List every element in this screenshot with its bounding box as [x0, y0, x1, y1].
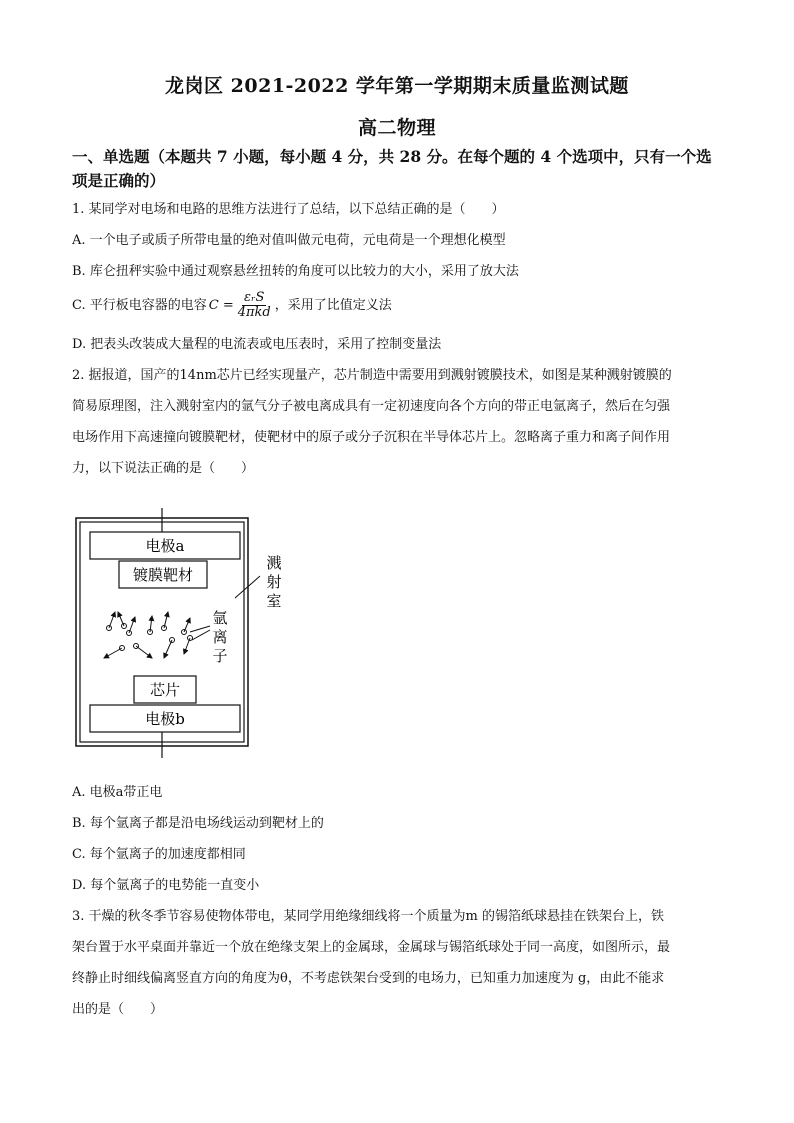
target-label: 镀膜靶材: [132, 566, 194, 584]
section-heading-line: 项是正确的）: [72, 171, 166, 190]
fraction-numerator: εᵣS: [244, 290, 265, 305]
q1-option-c: [72, 291, 732, 320]
fraction-denominator: 4πkd: [237, 305, 271, 320]
q2-option-b: B. 每个氩离子都是沿电场线运动到靶材上的: [72, 816, 324, 831]
q3-stem-line: 终静止时细线偏离竖直方向的角度为θ，不考虑铁架台受到的电场力，已知重力加速度为 g，由此不能求: [72, 971, 665, 986]
sputtering-diagram: [72, 508, 302, 763]
section-heading-line: 一、单选题（本题共 7 小题，每小题 4 分，共 28 分。在每个题的 4 个选项中，只有一个选: [72, 147, 712, 166]
electrode-a-label: 电极a: [145, 537, 185, 555]
q1-option-b: B. 库仑扭秤实验中通过观察悬丝扭转的角度可以比较力的大小，采用了放大法: [72, 264, 519, 279]
q1-option-c-prefix: C. 平行板电容器的电容: [72, 297, 207, 313]
q3-stem-line: 架台置于水平桌面并靠近一个放在绝缘支架上的金属球，金属球与锡箔纸球处于同一高度，如图所示，最: [72, 940, 671, 955]
q1-stem: 1. 某同学对电场和电路的思维方法进行了总结，以下总结正确的是（ ）: [72, 202, 505, 217]
ion-label: 氩离子: [212, 609, 228, 665]
exam-subject: 高二物理: [357, 117, 436, 139]
q1-option-d: D. 把表头改装成大量程的电流表或电压表时，采用了控制变量法: [72, 337, 442, 352]
q2-option-c: C. 每个氩离子的加速度都相同: [72, 847, 246, 862]
chamber-label: 溅射室: [266, 554, 282, 610]
exam-title: 龙岗区 2021-2022 学年第一学期期末质量监测试题: [165, 75, 629, 97]
q2-stem-line: 力，以下说法正确的是（ ）: [72, 461, 255, 476]
q3-stem-line: 3. 干燥的秋冬季节容易使物体带电，某同学用绝缘细线将一个质量为m 的锡箔纸球悬挂在铁架台上，铁: [72, 909, 664, 924]
q2-option-d: D. 每个氩离子的电势能一直变小: [72, 878, 260, 893]
q2-stem-line: 电场作用下高速撞向镀膜靶材，使靶材中的原子或分子沉积在半导体芯片上。忽略离子重力和离子间作用: [72, 430, 671, 445]
section-heading: [72, 145, 722, 193]
chip-label: 芯片: [149, 681, 181, 699]
q1-option-c-suffix: ，采用了比值定义法: [274, 297, 392, 313]
electrode-b-label: 电极b: [145, 710, 185, 728]
capacitance-lhs: C =: [208, 297, 234, 313]
q1-option-a: A. 一个电子或质子所带电量的绝对值叫做元电荷，元电荷是一个理想化模型: [72, 233, 506, 248]
q2-stem-line: 2. 据报道，国产的14nm芯片已经实现量产，芯片制造中需要用到溅射镀膜技术，如图是某种溅射镀膜的: [72, 368, 672, 383]
capacitance-fraction: [236, 291, 273, 320]
q2-option-a: A. 电极a带正电: [72, 785, 163, 800]
q3-stem-line: 出的是（ ）: [72, 1002, 164, 1017]
argon-ions: [104, 612, 193, 658]
q2-stem-line: 简易原理图，注入溅射室内的氩气分子被电离成具有一定初速度向各个方向的带正电氩离子，然后在匀强: [72, 399, 671, 414]
